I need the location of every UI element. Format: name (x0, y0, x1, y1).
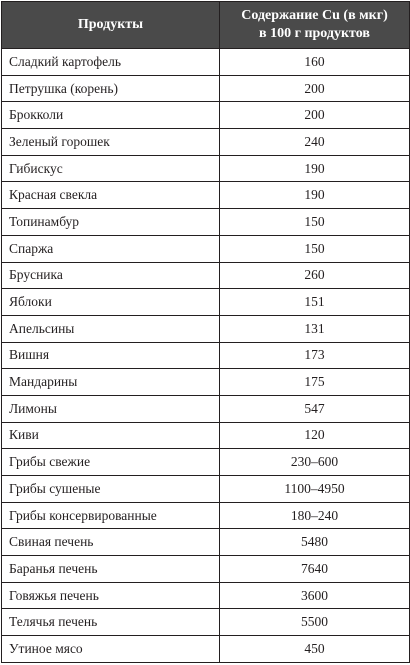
product-name-cell: Телячья печень (2, 609, 220, 636)
copper-value-cell: 160 (220, 49, 410, 76)
product-name-cell: Баранья печень (2, 556, 220, 583)
table-header-row (2, 2, 410, 49)
copper-value-cell: 190 (220, 182, 410, 209)
product-name-cell: Говяжья печень (2, 582, 220, 609)
table-row (2, 529, 410, 556)
copper-value-cell: 150 (220, 235, 410, 262)
table-row (2, 262, 410, 289)
product-name-cell: Апельсины (2, 315, 220, 342)
table-row (2, 582, 410, 609)
copper-value-cell: 150 (220, 209, 410, 236)
copper-value-cell: 1100–4950 (220, 476, 410, 503)
copper-value-cell: 3600 (220, 582, 410, 609)
product-name-cell: Грибы консервированные (2, 502, 220, 529)
table-row (2, 636, 410, 663)
copper-value-cell: 7640 (220, 556, 410, 583)
copper-value-cell: 200 (220, 75, 410, 102)
copper-value-cell: 260 (220, 262, 410, 289)
product-name-cell: Топинамбур (2, 209, 220, 236)
copper-value-cell: 175 (220, 369, 410, 396)
copper-value-cell: 547 (220, 395, 410, 422)
table-row (2, 102, 410, 129)
product-name-cell: Мандарины (2, 369, 220, 396)
copper-content-table (1, 1, 410, 663)
product-name-cell: Грибы сушеные (2, 476, 220, 503)
table-row (2, 449, 410, 476)
product-name-cell: Утиное мясо (2, 636, 220, 663)
table-row (2, 395, 410, 422)
product-name-cell: Спаржа (2, 235, 220, 262)
product-name-cell: Яблоки (2, 289, 220, 316)
table-row (2, 289, 410, 316)
table-row (2, 182, 410, 209)
copper-value-cell: 230–600 (220, 449, 410, 476)
copper-value-cell: 200 (220, 102, 410, 129)
copper-value-cell: 450 (220, 636, 410, 663)
header-products: Продукты (2, 2, 220, 49)
product-name-cell: Лимоны (2, 395, 220, 422)
table-row (2, 75, 410, 102)
table-row (2, 129, 410, 156)
copper-value-cell: 240 (220, 129, 410, 156)
product-name-cell: Киви (2, 422, 220, 449)
copper-value-cell: 151 (220, 289, 410, 316)
table-row (2, 502, 410, 529)
table-row (2, 556, 410, 583)
table-row (2, 342, 410, 369)
table-row (2, 315, 410, 342)
copper-value-cell: 190 (220, 155, 410, 182)
table-row (2, 369, 410, 396)
table-row (2, 235, 410, 262)
product-name-cell: Сладкий картофель (2, 49, 220, 76)
copper-value-cell: 173 (220, 342, 410, 369)
table-row (2, 609, 410, 636)
table-row (2, 209, 410, 236)
product-name-cell: Вишня (2, 342, 220, 369)
copper-value-cell: 5480 (220, 529, 410, 556)
header-copper-line1: Содержание Cu (в мкг) (241, 8, 388, 23)
table-row (2, 49, 410, 76)
copper-value-cell: 180–240 (220, 502, 410, 529)
table-body (2, 49, 410, 663)
product-name-cell: Свиная печень (2, 529, 220, 556)
table-row (2, 155, 410, 182)
product-name-cell: Зеленый горошек (2, 129, 220, 156)
copper-value-cell: 5500 (220, 609, 410, 636)
product-name-cell: Брокколи (2, 102, 220, 129)
product-name-cell: Красная свекла (2, 182, 220, 209)
header-copper-content (220, 2, 410, 49)
product-name-cell: Брусника (2, 262, 220, 289)
copper-value-cell: 120 (220, 422, 410, 449)
product-name-cell: Гибискус (2, 155, 220, 182)
product-name-cell: Петрушка (корень) (2, 75, 220, 102)
product-name-cell: Грибы свежие (2, 449, 220, 476)
header-copper-line2: в 100 г продуктов (259, 26, 370, 41)
table-row (2, 422, 410, 449)
table-row (2, 476, 410, 503)
copper-value-cell: 131 (220, 315, 410, 342)
